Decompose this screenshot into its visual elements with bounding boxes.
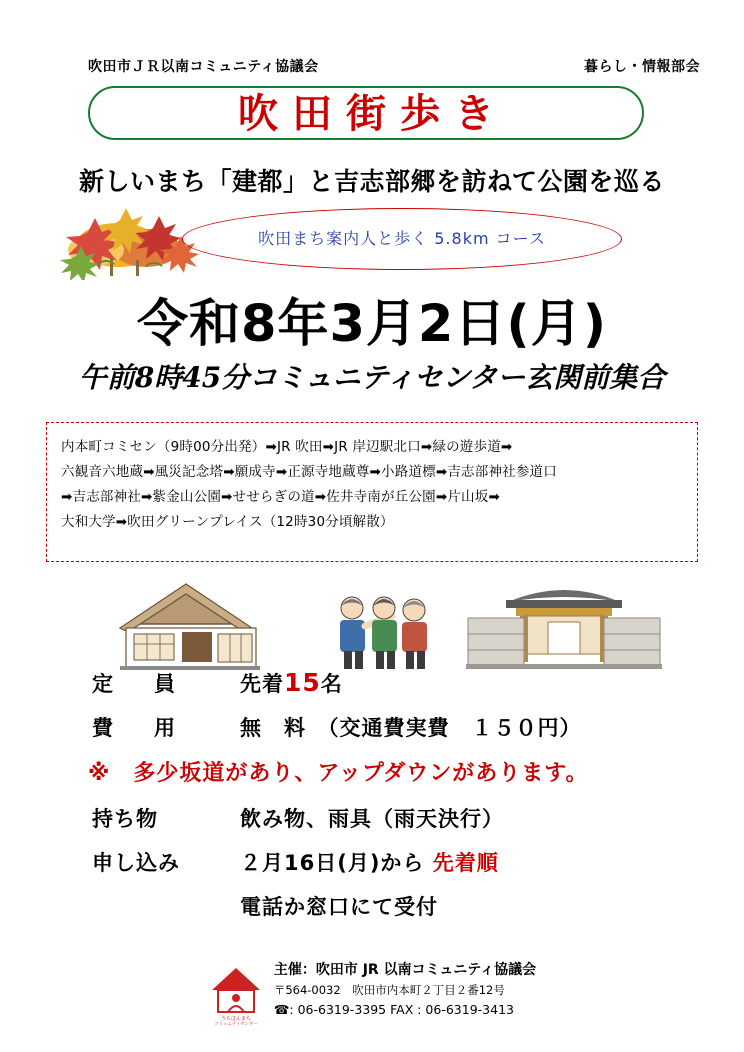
page-subtitle: 新しいまち「建都」と吉志部郷を訪ねて公園を巡る bbox=[79, 167, 665, 196]
apply-label: 申し込み bbox=[92, 851, 180, 875]
old-house-illustration bbox=[120, 584, 260, 670]
bring-label: 持ち物 bbox=[92, 807, 158, 831]
header bbox=[88, 56, 704, 76]
footer-host: 主催：吹田市 JR 以南コミュニティ協議会 bbox=[273, 962, 537, 978]
apply-row bbox=[92, 847, 692, 877]
meeting-time: 午前8時45分コミュニティセンター玄関前集合 bbox=[78, 361, 666, 394]
capacity-prefix: 先着 bbox=[240, 672, 284, 696]
route-box bbox=[46, 422, 698, 562]
capacity-row bbox=[92, 668, 692, 698]
capacity-number: 15 bbox=[284, 668, 321, 697]
details-section bbox=[88, 668, 692, 921]
page-title: 吹田街歩き bbox=[238, 90, 508, 137]
event-date: 令和8年3月2日(月) bbox=[136, 295, 608, 354]
community-center-logo-icon bbox=[208, 964, 264, 1026]
fee-label: 費 用 bbox=[92, 716, 185, 740]
route-line: 大和大学➡吹田グリーンプレイス（12時30分頃解散） bbox=[61, 514, 394, 530]
apply-value bbox=[240, 847, 499, 877]
footer-contact: ☎: 06-6319-3395 FAX : 06-6319-3413 bbox=[273, 1002, 514, 1017]
capacity-value bbox=[240, 668, 343, 698]
bring-row bbox=[92, 803, 692, 833]
route-line: ➡吉志部神社➡紫金山公園➡せせらぎの道➡佐井寺南が丘公園➡片山坂➡ bbox=[61, 489, 500, 505]
header-organization: 吹田市ＪＲ以南コミュニティ協議会 bbox=[88, 59, 319, 75]
svg-text:コミュニティセンター: コミュニティセンター bbox=[214, 1022, 258, 1026]
apply-order-note: 先着順 bbox=[432, 851, 499, 875]
course-note: 吹田まち案内人と歩く 5.8km コース bbox=[258, 229, 546, 248]
walkers-illustration bbox=[340, 597, 427, 669]
apply-method: 電話か窓口にて受付 bbox=[240, 895, 438, 919]
illustration-row bbox=[0, 572, 744, 672]
caution-note: ※ 多少坂道があり、アップダウンがあります。 bbox=[88, 761, 589, 786]
fee-value: 無 料 （交通費実費 １５０円） bbox=[240, 716, 582, 740]
footer bbox=[0, 960, 744, 1026]
bring-value: 飲み物、雨具（雨天決行） bbox=[240, 807, 504, 831]
route-line: 六観音六地蔵➡風災記念塔➡願成寺➡正源寺地蔵尊➡小路道標➡吉志部神社参道口 bbox=[61, 464, 557, 480]
svg-text:うちほんまち: うちほんまち bbox=[220, 1016, 251, 1022]
fee-row bbox=[92, 712, 692, 742]
route-line: 内本町コミセン（9時00分出発）➡JR 吹田➡JR 岸辺駅北口➡緑の遊歩道➡ bbox=[61, 439, 513, 455]
footer-text bbox=[274, 960, 536, 1020]
capacity-suffix: 名 bbox=[320, 672, 343, 696]
footer-address: 〒564-0032 吹田市内本町２丁目２番12号 bbox=[273, 983, 505, 997]
header-department: 暮らし・情報部会 bbox=[584, 59, 700, 75]
apply-date: ２月16日(月)から bbox=[240, 851, 425, 875]
shrine-gate-illustration bbox=[466, 590, 662, 669]
capacity-label: 定 員 bbox=[92, 672, 185, 696]
